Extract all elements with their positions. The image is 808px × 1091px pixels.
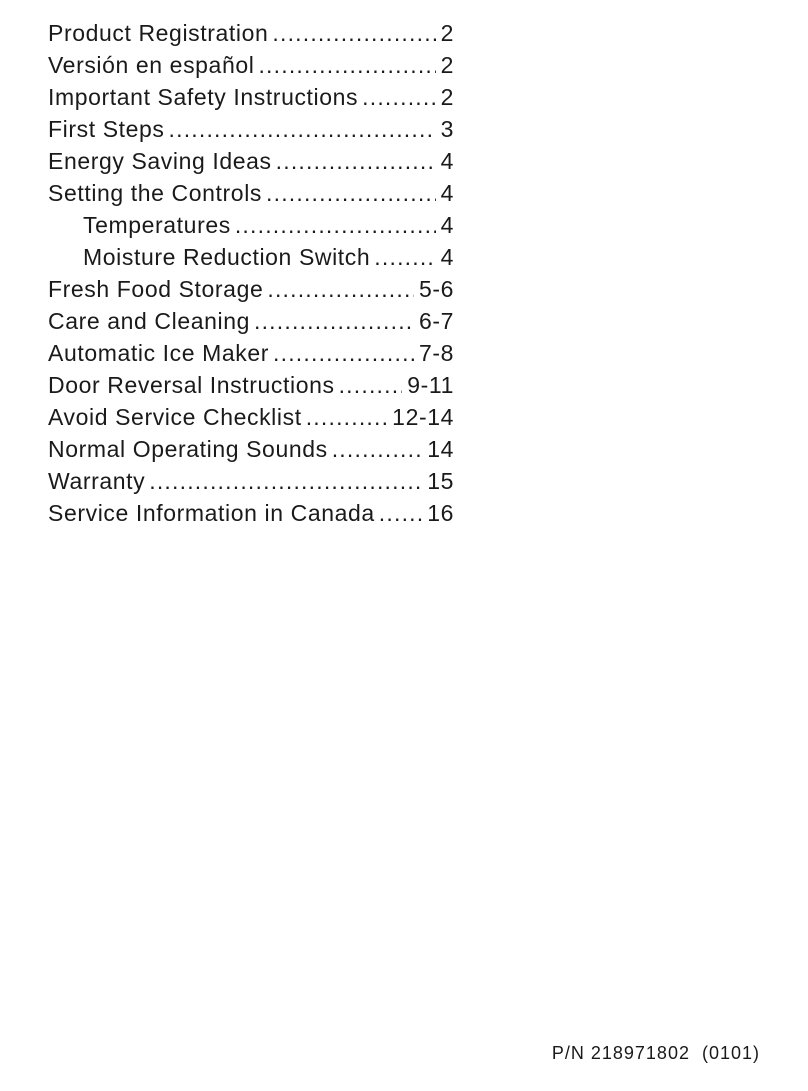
toc-leader-dots [339, 372, 403, 399]
toc-entry-avoid-service-checklist[interactable] [48, 404, 454, 436]
toc-entry-page: 5-6 [418, 276, 454, 302]
toc-entry-label: Important Safety Instructions [48, 84, 359, 110]
toc-entry-page: 2 [440, 52, 454, 78]
toc-entry-page: 9-11 [407, 372, 454, 398]
toc-entry-normal-operating-sounds[interactable] [48, 436, 454, 468]
toc-entry-label: Product Registration [48, 20, 269, 46]
toc-entry-label: Avoid Service Checklist [48, 404, 302, 430]
toc-leader-dots [169, 116, 436, 143]
toc-entry-fresh-food-storage[interactable] [48, 276, 454, 308]
toc-leader-dots [374, 244, 435, 271]
toc-entry-first-steps[interactable] [48, 116, 454, 148]
toc-entry-page: 7-8 [418, 340, 454, 366]
toc-leader-dots [235, 212, 436, 239]
toc-leader-dots [266, 180, 436, 207]
toc-entry-label: Warranty [48, 468, 146, 494]
toc-entry-label: Service Information in Canada [48, 500, 375, 526]
toc-leader-dots [306, 404, 387, 431]
toc-entry-page: 12-14 [392, 404, 454, 430]
toc-leader-dots [149, 468, 422, 495]
toc-leader-dots [258, 52, 435, 79]
toc-entry-version-espanol[interactable] [48, 52, 454, 84]
toc-entry-label: Setting the Controls [48, 180, 263, 206]
toc-leader-dots [267, 276, 414, 303]
toc-entry-page: 16 [427, 500, 454, 526]
toc-entry-label: Moisture Reduction Switch [83, 244, 371, 270]
toc-entry-service-information-canada[interactable] [48, 500, 454, 532]
toc-entry-page: 4 [440, 148, 454, 174]
toc-entry-label: First Steps [48, 116, 165, 142]
toc-entry-label: Temperatures [83, 212, 231, 238]
table-of-contents [48, 20, 454, 532]
toc-leader-dots [272, 20, 435, 47]
toc-entry-energy-saving-ideas[interactable] [48, 148, 454, 180]
toc-entry-label: Normal Operating Sounds [48, 436, 328, 462]
toc-entry-page: 4 [440, 212, 454, 238]
toc-entry-setting-the-controls[interactable] [48, 180, 454, 212]
toc-entry-page: 14 [427, 436, 454, 462]
toc-entry-label: Versión en español [48, 52, 255, 78]
toc-leader-dots [276, 148, 436, 175]
toc-leader-dots [362, 84, 435, 111]
toc-leader-dots [379, 500, 422, 527]
toc-entry-care-and-cleaning[interactable] [48, 308, 454, 340]
toc-entry-page: 2 [440, 20, 454, 46]
toc-entry-label: Automatic Ice Maker [48, 340, 270, 366]
toc-entry-page: 15 [427, 468, 454, 494]
toc-entry-page: 6-7 [418, 308, 454, 334]
toc-entry-page: 3 [440, 116, 454, 142]
part-number: P/N 218971802 (0101) [551, 1043, 760, 1063]
toc-entry-label: Care and Cleaning [48, 308, 250, 334]
toc-leader-dots [273, 340, 414, 367]
toc-entry-label: Energy Saving Ideas [48, 148, 272, 174]
toc-entry-product-registration[interactable] [48, 20, 454, 52]
toc-entry-label: Door Reversal Instructions [48, 372, 335, 398]
toc-entry-moisture-reduction-switch[interactable] [48, 244, 454, 276]
toc-entry-temperatures[interactable] [48, 212, 454, 244]
toc-entry-label: Fresh Food Storage [48, 276, 264, 302]
toc-entry-page: 2 [440, 84, 454, 110]
toc-entry-automatic-ice-maker[interactable] [48, 340, 454, 372]
toc-entry-door-reversal-instructions[interactable] [48, 372, 454, 404]
toc-leader-dots [254, 308, 414, 335]
toc-entry-warranty[interactable] [48, 468, 454, 500]
toc-entry-page: 4 [440, 180, 454, 206]
toc-entry-safety-instructions[interactable] [48, 84, 454, 116]
toc-entry-page: 4 [440, 244, 454, 270]
toc-leader-dots [332, 436, 422, 463]
